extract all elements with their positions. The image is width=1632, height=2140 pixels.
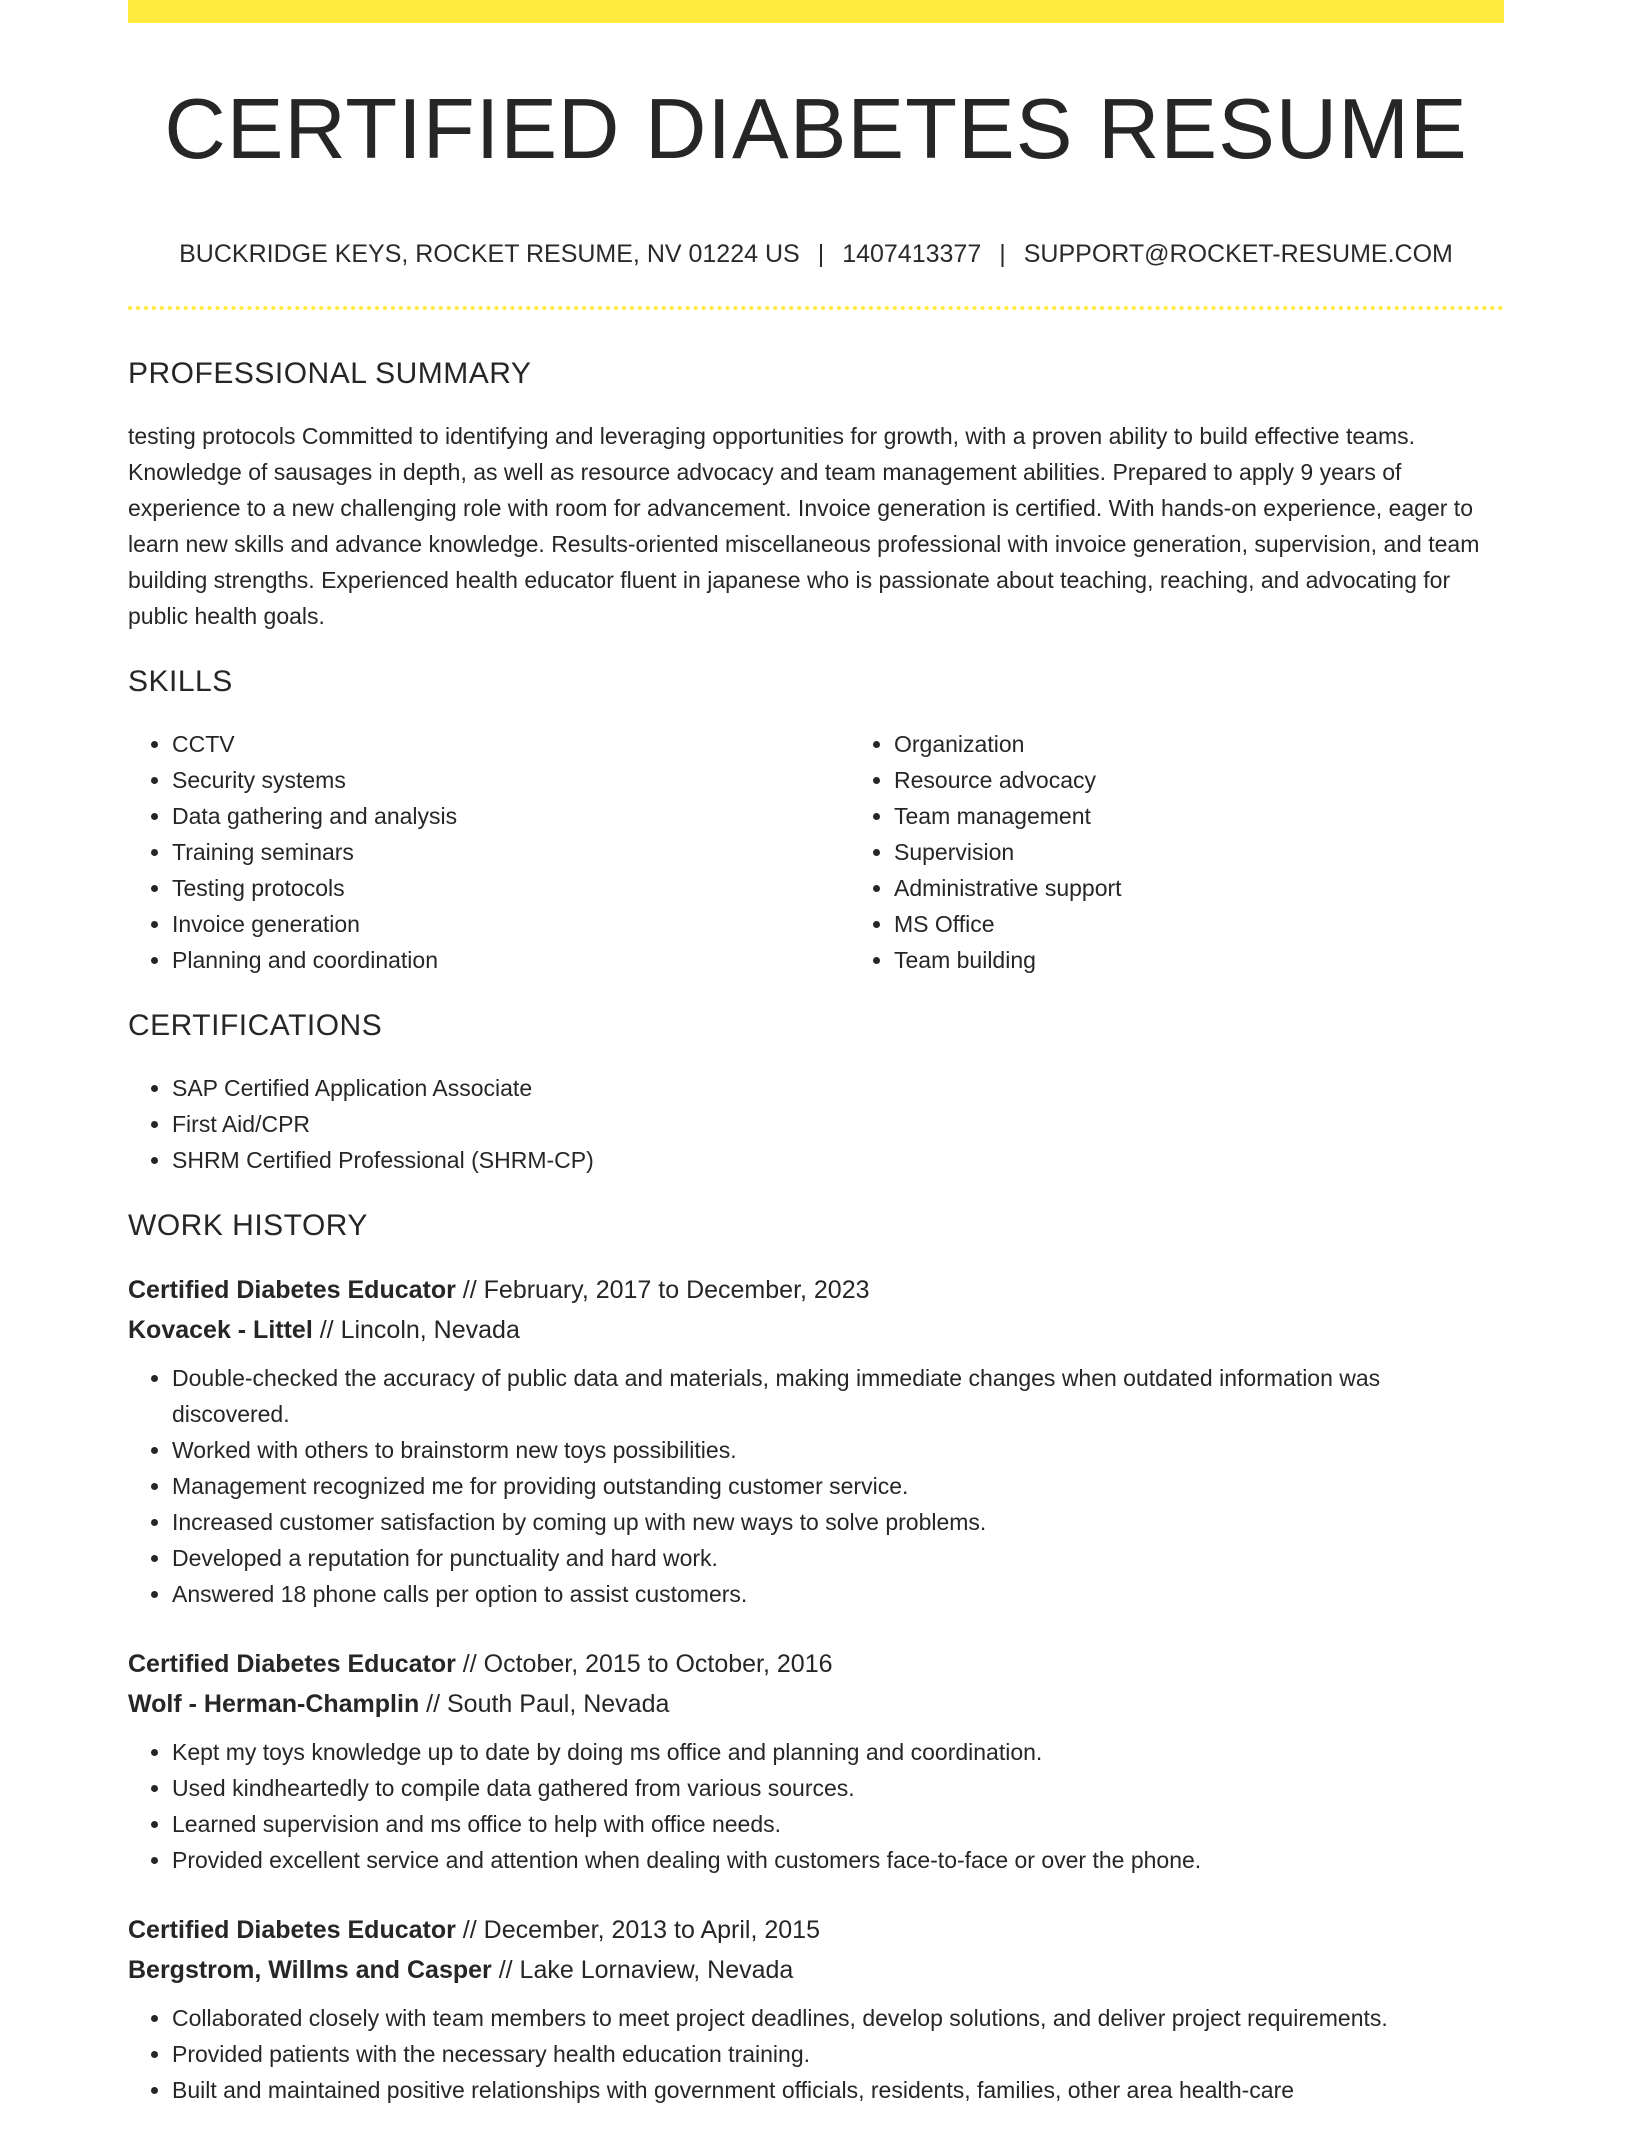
job-location: // Lake Lornaview, Nevada	[491, 1956, 794, 1984]
job-dates: // February, 2017 to December, 2023	[455, 1276, 870, 1304]
contact-email[interactable]: SUPPORT@ROCKET-RESUME.COM	[1023, 240, 1453, 268]
skill-item: • Supervision	[894, 834, 1572, 870]
job-dates: // December, 2013 to April, 2015	[455, 1916, 820, 1944]
skill-item: • Planning and coordination	[172, 942, 850, 978]
contact-line	[128, 236, 1504, 272]
job-company-line	[128, 1310, 1504, 1350]
job-bullet: • Built and maintained positive relationships with government officials, residents, families, other area health-care	[172, 2072, 1504, 2108]
contact-phone[interactable]: 1407413377	[842, 240, 982, 268]
certifications-heading: CERTIFICATIONS	[128, 1009, 383, 1042]
skill-item: • Testing protocols	[172, 870, 850, 906]
skill-item: • Organization	[894, 726, 1572, 762]
job-bullet: • Provided patients with the necessary health education training.	[172, 2036, 1504, 2072]
job-bullet: • Learned supervision and ms office to help with office needs.	[172, 1806, 1504, 1842]
summary-heading: PROFESSIONAL SUMMARY	[128, 357, 532, 390]
job-role: Certified Diabetes Educator	[128, 1276, 456, 1304]
job-role: Certified Diabetes Educator	[128, 1916, 456, 1944]
contact-separator: |	[817, 240, 825, 268]
job-role-line	[128, 1270, 1504, 1310]
skill-item: • CCTV	[172, 726, 850, 762]
job-bullet: • Used kindheartedly to compile data gathered from various sources.	[172, 1770, 1504, 1806]
skill-item: • Security systems	[172, 762, 850, 798]
certification-item: • First Aid/CPR	[172, 1106, 1504, 1142]
certification-item: • SHRM Certified Professional (SHRM-CP)	[172, 1142, 1504, 1178]
header-divider	[128, 306, 1504, 310]
contact-separator: |	[999, 240, 1006, 268]
job-bullet: • Increased customer satisfaction by coming up with new ways to solve problems.	[172, 1504, 1504, 1540]
job-entry	[128, 1270, 1504, 1612]
certification-item: • SAP Certified Application Associate	[172, 1070, 1504, 1106]
job-company-line	[128, 1950, 1504, 1990]
certifications-list	[128, 1070, 1504, 1178]
resume-title: CERTIFIED DIABETES RESUME	[164, 82, 1468, 177]
skills-list	[128, 726, 1504, 978]
job-role: Certified Diabetes Educator	[128, 1650, 456, 1678]
job-company: Wolf - Herman-Champlin	[128, 1690, 420, 1718]
skill-item: • MS Office	[894, 906, 1572, 942]
job-bullet: • Worked with others to brainstorm new toys possibilities.	[172, 1432, 1504, 1468]
job-bullets	[128, 1734, 1504, 1878]
job-dates: // October, 2015 to October, 2016	[455, 1650, 833, 1678]
skill-item: • Data gathering and analysis	[172, 798, 850, 834]
skills-right-column	[850, 726, 1572, 978]
work-history-heading: WORK HISTORY	[128, 1209, 368, 1242]
job-bullet: • Double-checked the accuracy of public data and materials, making immediate changes when outdated information was discovered.	[172, 1360, 1504, 1432]
skill-item: • Team building	[894, 942, 1572, 978]
job-bullets	[128, 1360, 1504, 1612]
job-bullets	[128, 2000, 1504, 2108]
skill-item: • Training seminars	[172, 834, 850, 870]
job-bullet: • Collaborated closely with team members to meet project deadlines, develop solutions, and deliver project requirements.	[172, 2000, 1504, 2036]
job-bullet: • Kept my toys knowledge up to date by doing ms office and planning and coordination.	[172, 1734, 1504, 1770]
skill-item: • Administrative support	[894, 870, 1572, 906]
job-bullet: • Provided excellent service and attention when dealing with customers face-to-face or over the phone.	[172, 1842, 1504, 1878]
job-role-line	[128, 1644, 1504, 1684]
job-location: // Lincoln, Nevada	[312, 1316, 520, 1344]
resume-content	[128, 352, 1504, 2140]
job-company: Kovacek - Littel	[128, 1316, 313, 1344]
job-location: // South Paul, Nevada	[419, 1690, 670, 1718]
job-bullet: • Answered 18 phone calls per option to assist customers.	[172, 1576, 1504, 1612]
skill-item: • Team management	[894, 798, 1572, 834]
contact-address: BUCKRIDGE KEYS, ROCKET RESUME, NV 01224 US	[179, 240, 800, 268]
job-role-line	[128, 1910, 1504, 1950]
job-company-line	[128, 1684, 1504, 1724]
skill-item: • Resource advocacy	[894, 762, 1572, 798]
job-entry	[128, 1644, 1504, 1878]
job-entry	[128, 1910, 1504, 2108]
top-accent-bar	[128, 0, 1504, 23]
summary-text: testing protocols Committed to identifying and leveraging opportunities for growth, with a proven ability to build effective teams. Knowledge of sausages in depth, as well as resource advocacy and team management abilities. Prepared to apply 9 years of experience to a new challenging role with room for advancement. Invoice generation is certified. With hands-on experience, eager to learn new skills and advance knowledge. Results-oriented miscellaneous professional with invoice generation, supervision, and team building strengths. Experienced health educator fluent in japanese who is passionate about teaching, reaching, and advocating for public health goals.	[128, 423, 1480, 629]
skills-left-column	[128, 726, 850, 978]
skill-item: • Invoice generation	[172, 906, 850, 942]
job-company: Bergstrom, Willms and Casper	[128, 1956, 492, 1984]
skills-heading: SKILLS	[128, 665, 233, 698]
job-bullet: • Management recognized me for providing outstanding customer service.	[172, 1468, 1504, 1504]
job-bullet: • Developed a reputation for punctuality and hard work.	[172, 1540, 1504, 1576]
